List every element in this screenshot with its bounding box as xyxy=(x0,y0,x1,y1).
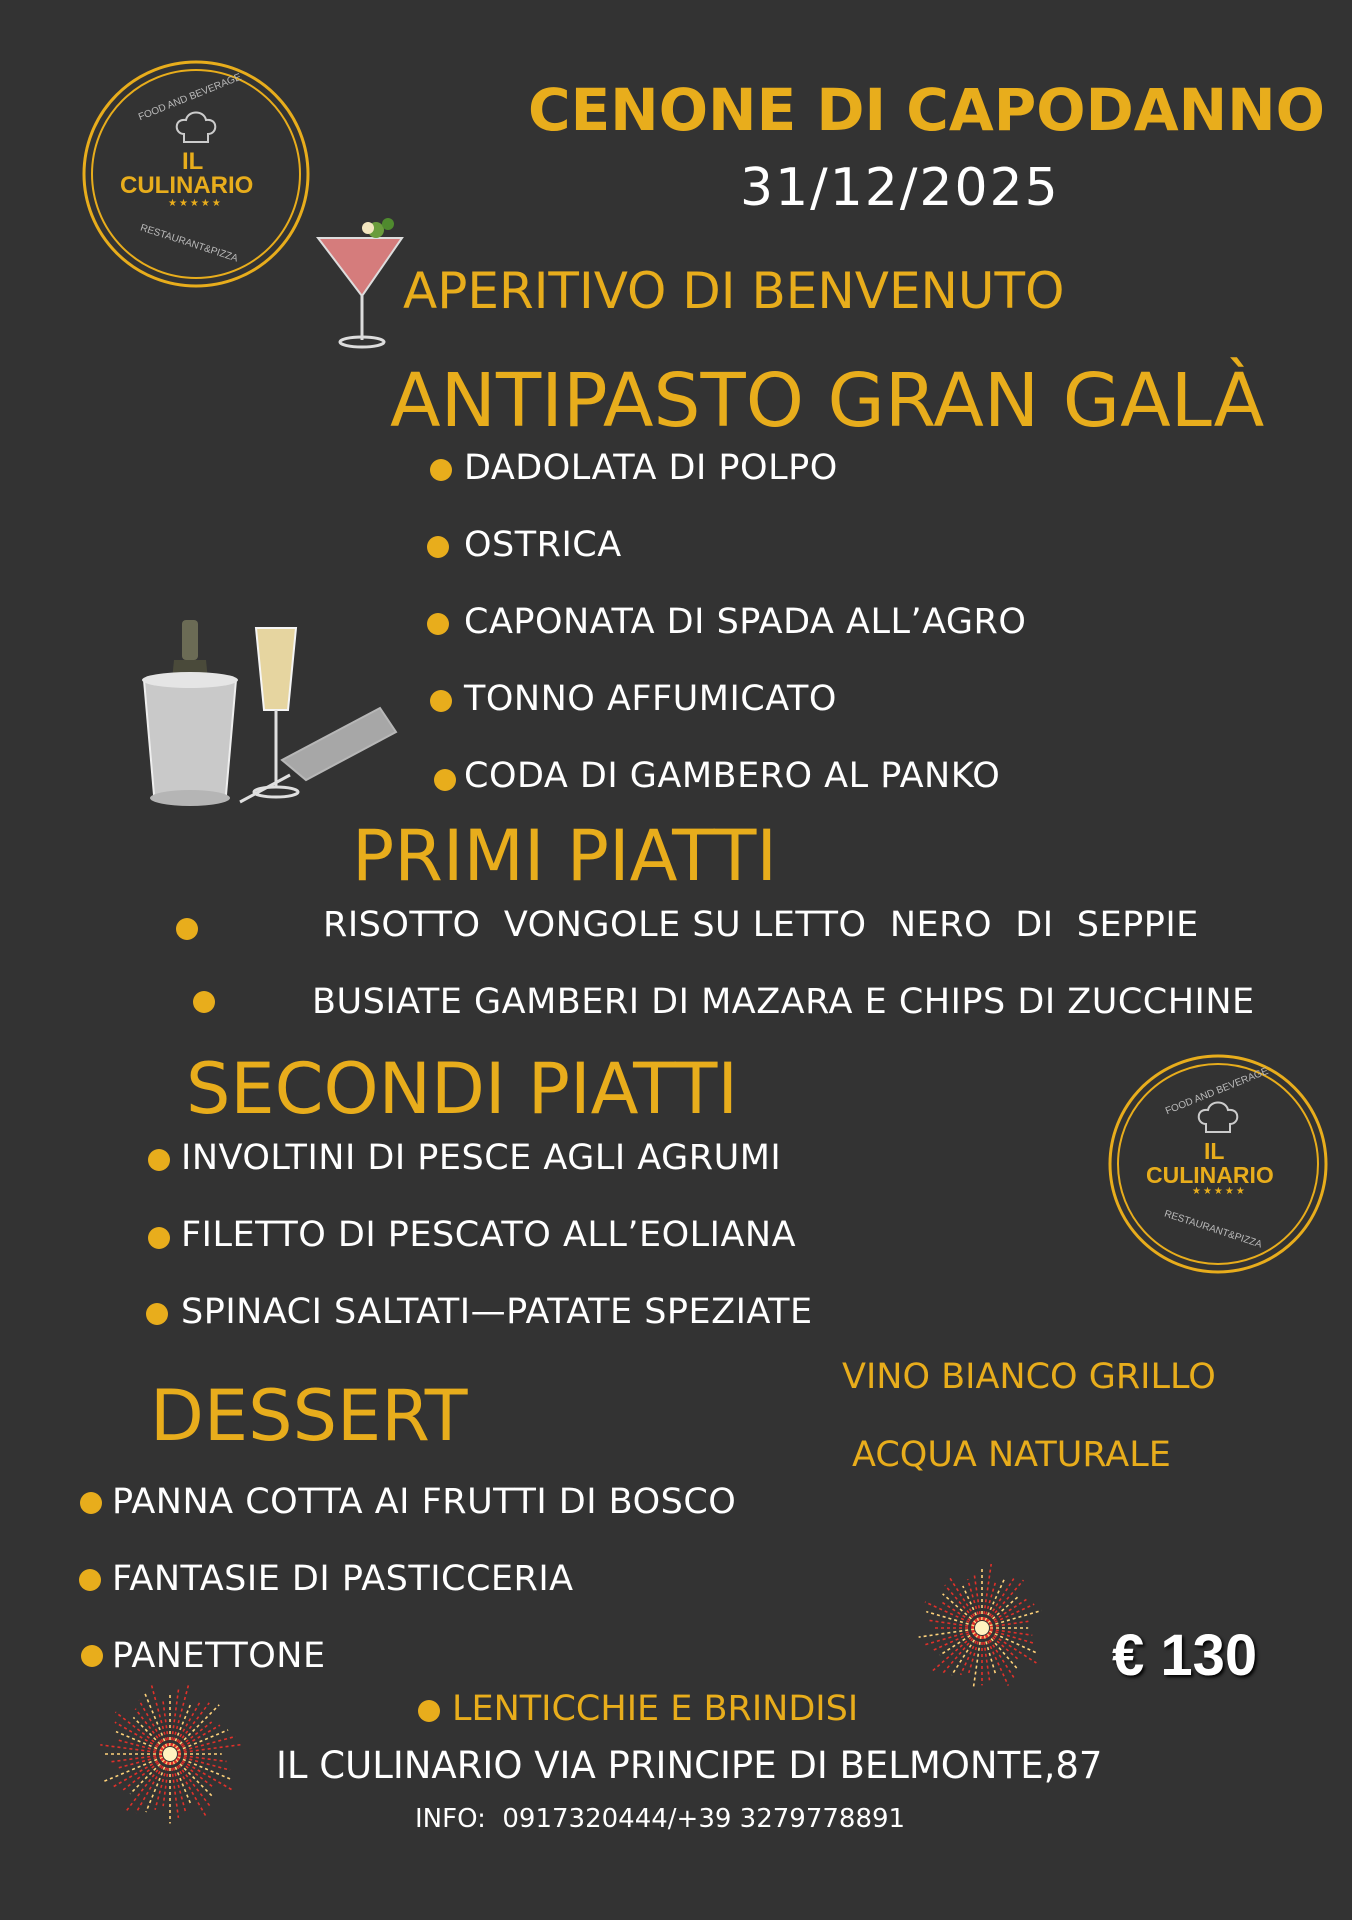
logo-stars: ★★★★★ xyxy=(168,198,223,209)
logo-il: IL xyxy=(182,148,204,175)
dessert-item: FANTASIE DI PASTICCERIA xyxy=(112,1559,574,1599)
logo-culinario: CULINARIO xyxy=(120,172,254,199)
bullet-dot xyxy=(80,1492,102,1514)
logo-bottom-arc: RESTAURANT&PIZZA xyxy=(1162,1208,1264,1251)
bullet-dot xyxy=(430,459,452,481)
logo-stars: ★★★★★ xyxy=(1192,1186,1247,1197)
page-title: CENONE DI CAPODANNO xyxy=(528,76,1325,144)
firework-icon xyxy=(90,1668,270,1852)
logo-top-arc: FOOD AND BEVERAGE xyxy=(136,71,244,124)
logo-top-arc: FOOD AND BEVERAGE xyxy=(1163,1065,1271,1118)
cocktail-glass-icon xyxy=(310,208,410,362)
bullet-dot xyxy=(427,536,449,558)
bullet-dot xyxy=(176,918,198,940)
drink-item: ACQUA NATURALE xyxy=(852,1435,1171,1475)
bullet-dot xyxy=(193,991,215,1013)
dessert-item: PANNA COTTA AI FRUTTI DI BOSCO xyxy=(112,1482,737,1522)
primi-item: BUSIATE GAMBERI DI MAZARA E CHIPS DI ZUCCHINE xyxy=(312,982,1255,1022)
bullet-dot xyxy=(146,1303,168,1325)
logo-top xyxy=(80,58,312,290)
bullet-dot xyxy=(430,690,452,712)
footer-address: IL CULINARIO VIA PRINCIPE DI BELMONTE,87 xyxy=(276,1744,1103,1787)
price-label: € 130 xyxy=(1112,1623,1258,1688)
dessert-item: PANETTONE xyxy=(112,1636,326,1676)
secondi-item: FILETTO DI PESCATO ALL’EOLIANA xyxy=(181,1215,797,1255)
secondi-item: SPINACI SALTATI—PATATE SPEZIATE xyxy=(181,1292,813,1332)
extra-item: LENTICCHIE E BRINDISI xyxy=(452,1689,859,1729)
bullet-dot xyxy=(148,1227,170,1249)
drink-item: VINO BIANCO GRILLO xyxy=(842,1357,1216,1397)
antipasto-heading: ANTIPASTO GRAN GALÀ xyxy=(390,358,1265,444)
bullet-dot xyxy=(418,1700,440,1722)
primi-item: RISOTTO VONGOLE SU LETTO NERO DI SEPPIE xyxy=(323,905,1199,945)
antipasto-item: CAPONATA DI SPADA ALL’AGRO xyxy=(464,602,1027,642)
logo-il: IL xyxy=(1204,1138,1225,1164)
bullet-dot xyxy=(148,1149,170,1171)
logo-right xyxy=(1106,1052,1330,1276)
bullet-dot xyxy=(427,613,449,635)
antipasto-item: OSTRICA xyxy=(464,525,622,565)
secondi-item: INVOLTINI DI PESCE AGLI AGRUMI xyxy=(181,1138,782,1178)
logo-culinario: CULINARIO xyxy=(1146,1162,1274,1188)
antipasto-item: CODA DI GAMBERO AL PANKO xyxy=(464,756,1001,796)
bullet-dot xyxy=(79,1569,101,1591)
aperitivo-heading: APERITIVO DI BENVENUTO xyxy=(403,262,1065,320)
bullet-dot xyxy=(81,1645,103,1667)
antipasto-item: DADOLATA DI POLPO xyxy=(464,448,838,488)
antipasto-item: TONNO AFFUMICATO xyxy=(464,679,837,719)
dessert-heading: DESSERT xyxy=(150,1375,468,1457)
footer-info: INFO: 0917320444/+39 3279778891 xyxy=(415,1804,906,1834)
event-date: 31/12/2025 xyxy=(740,158,1060,218)
secondi-heading: SECONDI PIATTI xyxy=(186,1048,739,1130)
champagne-bucket-icon xyxy=(130,610,410,819)
firework-icon xyxy=(910,1556,1090,1720)
primi-heading: PRIMI PIATTI xyxy=(352,815,778,897)
bullet-dot xyxy=(434,769,456,791)
chef-hat-icon xyxy=(1199,1103,1238,1133)
chef-hat-icon xyxy=(177,113,216,143)
logo-bottom-arc: RESTAURANT&PIZZA xyxy=(138,222,240,265)
